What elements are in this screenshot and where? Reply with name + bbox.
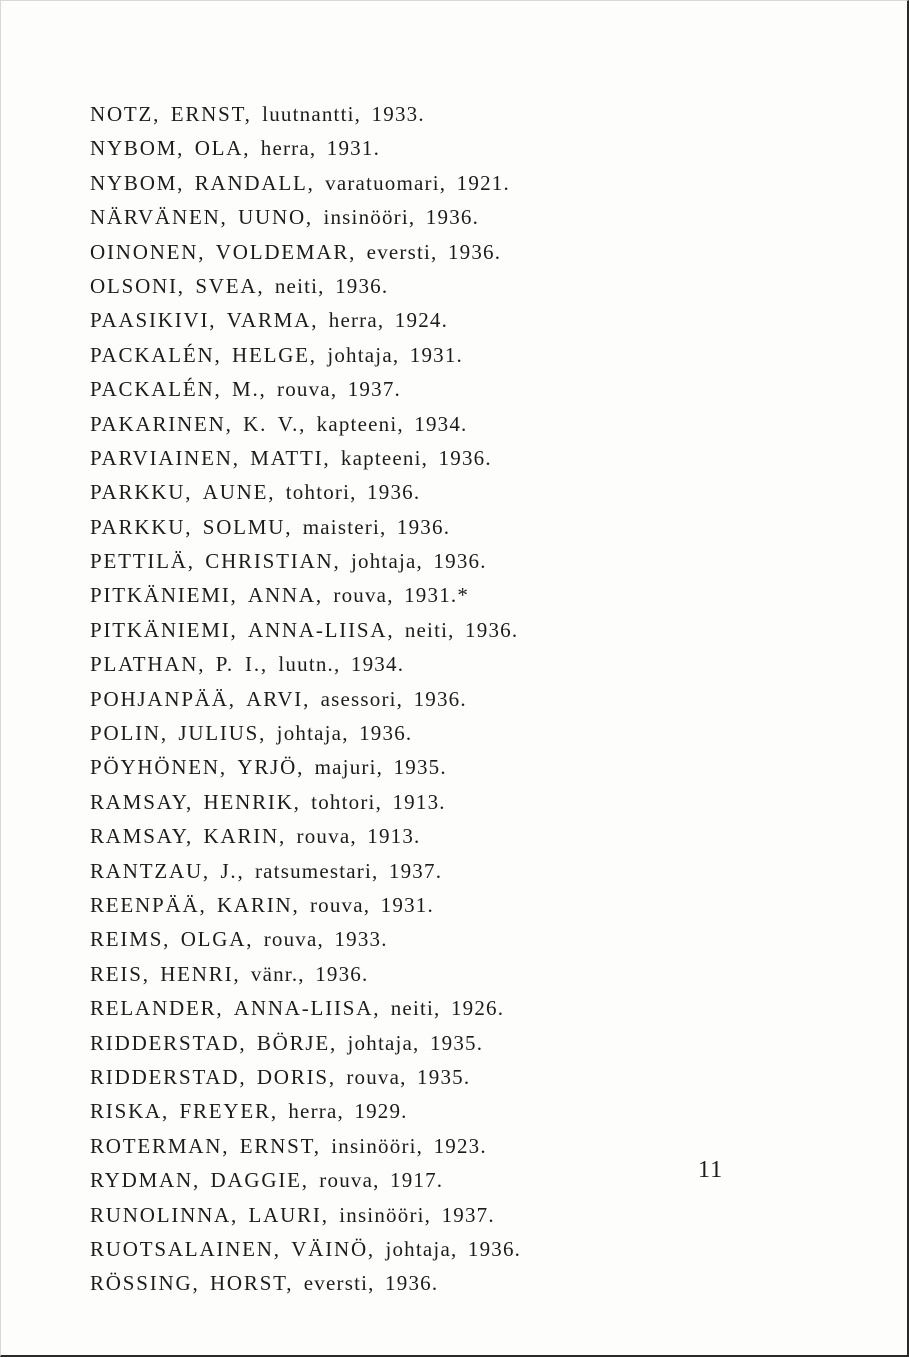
entry-title-year: eversti, 1936. [366,239,502,264]
list-item [90,785,521,819]
entry-title-year: insinööri, 1923. [331,1133,487,1158]
page-number: 11 [698,1157,724,1183]
list-item [90,819,521,853]
entry-surname: NYBOM, [90,136,185,161]
list-item [90,441,521,475]
entry-surname: OLSONI, [90,273,185,298]
entry-surname: PLATHAN, [90,652,206,677]
list-item [90,957,521,991]
entry-title-year: maisteri, 1936. [302,514,451,539]
entry-title-year: neiti, 1936. [274,273,389,298]
entry-given-name: HELGE, [231,342,317,367]
list-item [90,510,521,544]
entry-surname: PACKALÉN, [90,342,222,367]
entry-surname: RELANDER, [90,996,224,1021]
entry-surname: NÄRVÄNEN, [90,205,228,230]
entry-given-name: HORST, [209,1271,294,1296]
list-item [90,166,521,200]
entry-title-year: asessori, 1936. [320,686,467,711]
entry-surname: POHJANPÄÄ, [90,686,236,711]
entry-title-year: herra, 1929. [288,1099,408,1124]
list-item [90,1026,521,1060]
entry-title-year: johtaja, 1931. [327,342,464,367]
entry-surname: REENPÄÄ, [90,892,207,917]
entry-title-year: vänr., 1936. [250,961,369,986]
list-item [90,750,521,784]
entry-surname: RÖSSING, [90,1271,200,1296]
member-list [90,97,521,1301]
entry-title-year: johtaja, 1936. [350,549,487,574]
list-item [90,131,521,165]
entry-title-year: rouva, 1933. [263,927,388,952]
list-item [90,991,521,1025]
entry-given-name: J., [220,858,245,883]
entry-surname: RUOTSALAINEN, [90,1236,281,1261]
entry-surname: POLIN, [90,721,168,746]
entry-title-year: kapteeni, 1936. [340,445,492,470]
list-item [90,407,521,441]
entry-title-year: rouva, 1937. [277,377,401,402]
entry-given-name: OLGA, [180,927,254,952]
entry-given-name: K. V., [243,411,307,436]
entry-surname: RAMSAY, [90,824,194,849]
list-item [90,922,521,956]
entry-title-year: neiti, 1936. [404,617,519,642]
entry-given-name: ERNST, [170,102,252,126]
entry-given-name: DORIS, [256,1064,336,1089]
list-item [90,1266,521,1300]
entry-title-year: herra, 1931. [260,136,381,161]
entry-title-year: tohtori, 1936. [285,480,421,505]
entry-title-year: insinööri, 1937. [339,1202,495,1227]
entry-given-name: SVEA, [195,273,265,298]
list-item [90,200,521,234]
entry-surname: PAASIKIVI, [90,308,217,333]
entry-title-year: rouva, 1931.* [333,583,470,608]
entry-surname: PARKKU, [90,480,193,505]
entry-given-name: DAGGIE, [210,1168,309,1193]
entry-given-name: LAURI, [248,1202,329,1227]
entry-surname: REIMS, [90,927,171,952]
list-item [90,647,521,681]
entry-surname: PITKÄNIEMI, [90,583,238,608]
list-item [90,303,521,337]
entry-given-name: VARMA, [226,308,319,333]
entry-given-name: JULIUS, [178,721,267,746]
list-item [90,1198,521,1232]
entry-title-year: rouva, 1935. [346,1064,471,1089]
entry-surname: REIS, [90,961,150,986]
entry-given-name: UUNO, [238,205,313,230]
entry-surname: PARKKU, [90,514,193,539]
list-item [90,1060,521,1094]
entry-title-year: johtaja, 1936. [385,1236,522,1261]
list-item [90,1094,521,1128]
entry-title-year: rouva, 1913. [296,824,421,849]
entry-given-name: HENRI, [160,961,241,986]
list-item [90,97,521,131]
entry-title-year: luutnantti, 1933. [262,102,425,126]
list-item [90,372,521,406]
entry-given-name: MATTI, [250,445,331,470]
entry-given-name: SOLMU, [202,514,293,539]
entry-title-year: varatuomari, 1921. [325,170,510,195]
entry-given-name: ARVI, [246,686,311,711]
entry-title-year: tohtori, 1913. [311,789,446,814]
entry-surname: PETTILÄ, [90,549,195,574]
entry-given-name: BÖRJE, [256,1030,338,1055]
list-item [90,578,521,612]
entry-surname: PÖYHÖNEN, [90,755,227,780]
list-item [90,888,521,922]
entry-given-name: ANNA, [248,583,323,608]
entry-given-name: FREYER, [179,1099,278,1124]
entry-title-year: johtaja, 1935. [347,1030,484,1055]
list-item [90,235,521,269]
entry-title-year: rouva, 1931. [309,892,434,917]
entry-given-name: OLA, [194,136,251,161]
entry-surname: PARVIAINEN, [90,445,240,470]
entry-surname: NYBOM, [90,170,185,195]
entry-surname: PITKÄNIEMI, [90,617,238,642]
entry-surname: RUNOLINNA, [90,1202,239,1227]
entry-title-year: ratsumestari, 1937. [254,858,443,883]
entry-surname: RANTZAU, [90,858,210,883]
list-item [90,338,521,372]
list-item [90,613,521,647]
list-item [90,475,521,509]
entry-surname: RAMSAY, [90,789,194,814]
entry-given-name: KARIN, [203,824,287,849]
list-item [90,854,521,888]
list-item [90,544,521,578]
entry-surname: RIDDERSTAD, [90,1030,247,1055]
list-item [90,1163,521,1197]
entry-title-year: kapteeni, 1934. [316,411,468,436]
entry-given-name: P. I., [215,652,268,677]
entry-given-name: AUNE, [202,480,276,505]
entry-surname: OINONEN, [90,239,206,264]
entry-surname: RISKA, [90,1099,170,1124]
entry-surname: RYDMAN, [90,1168,201,1193]
list-item [90,682,521,716]
entry-title-year: johtaja, 1936. [276,721,413,746]
entry-given-name: ANNA-LIISA, [233,996,381,1021]
entry-given-name: KARIN, [216,892,300,917]
list-item [90,1232,521,1266]
entry-surname: RIDDERSTAD, [90,1064,247,1089]
entry-title-year: insinööri, 1936. [323,205,480,230]
entry-given-name: M., [231,377,267,402]
entry-given-name: HENRIK, [203,789,301,814]
list-item [90,1129,521,1163]
entry-title-year: neiti, 1926. [390,996,505,1021]
entry-given-name: ERNST, [239,1133,321,1158]
entry-given-name: VOLDEMAR, [215,239,357,264]
list-item [90,269,521,303]
entry-given-name: YRJÖ, [237,755,305,780]
entry-title-year: rouva, 1917. [319,1168,444,1193]
entry-title-year: herra, 1924. [328,308,449,333]
entry-surname: ROTERMAN, [90,1133,230,1158]
entry-title-year: luutn., 1934. [278,652,405,677]
list-item [90,716,521,750]
entry-given-name: VÄINÖ, [291,1236,375,1261]
entry-title-year: majuri, 1935. [314,755,447,780]
entry-title-year: eversti, 1936. [303,1271,439,1296]
entry-given-name: RANDALL, [194,170,315,195]
entry-surname: PAKARINEN, [90,411,233,436]
entry-surname: NOTZ, [90,102,161,126]
entry-given-name: CHRISTIAN, [205,549,341,574]
entry-given-name: ANNA-LIISA, [248,617,395,642]
entry-surname: PACKALÉN, [90,377,222,402]
